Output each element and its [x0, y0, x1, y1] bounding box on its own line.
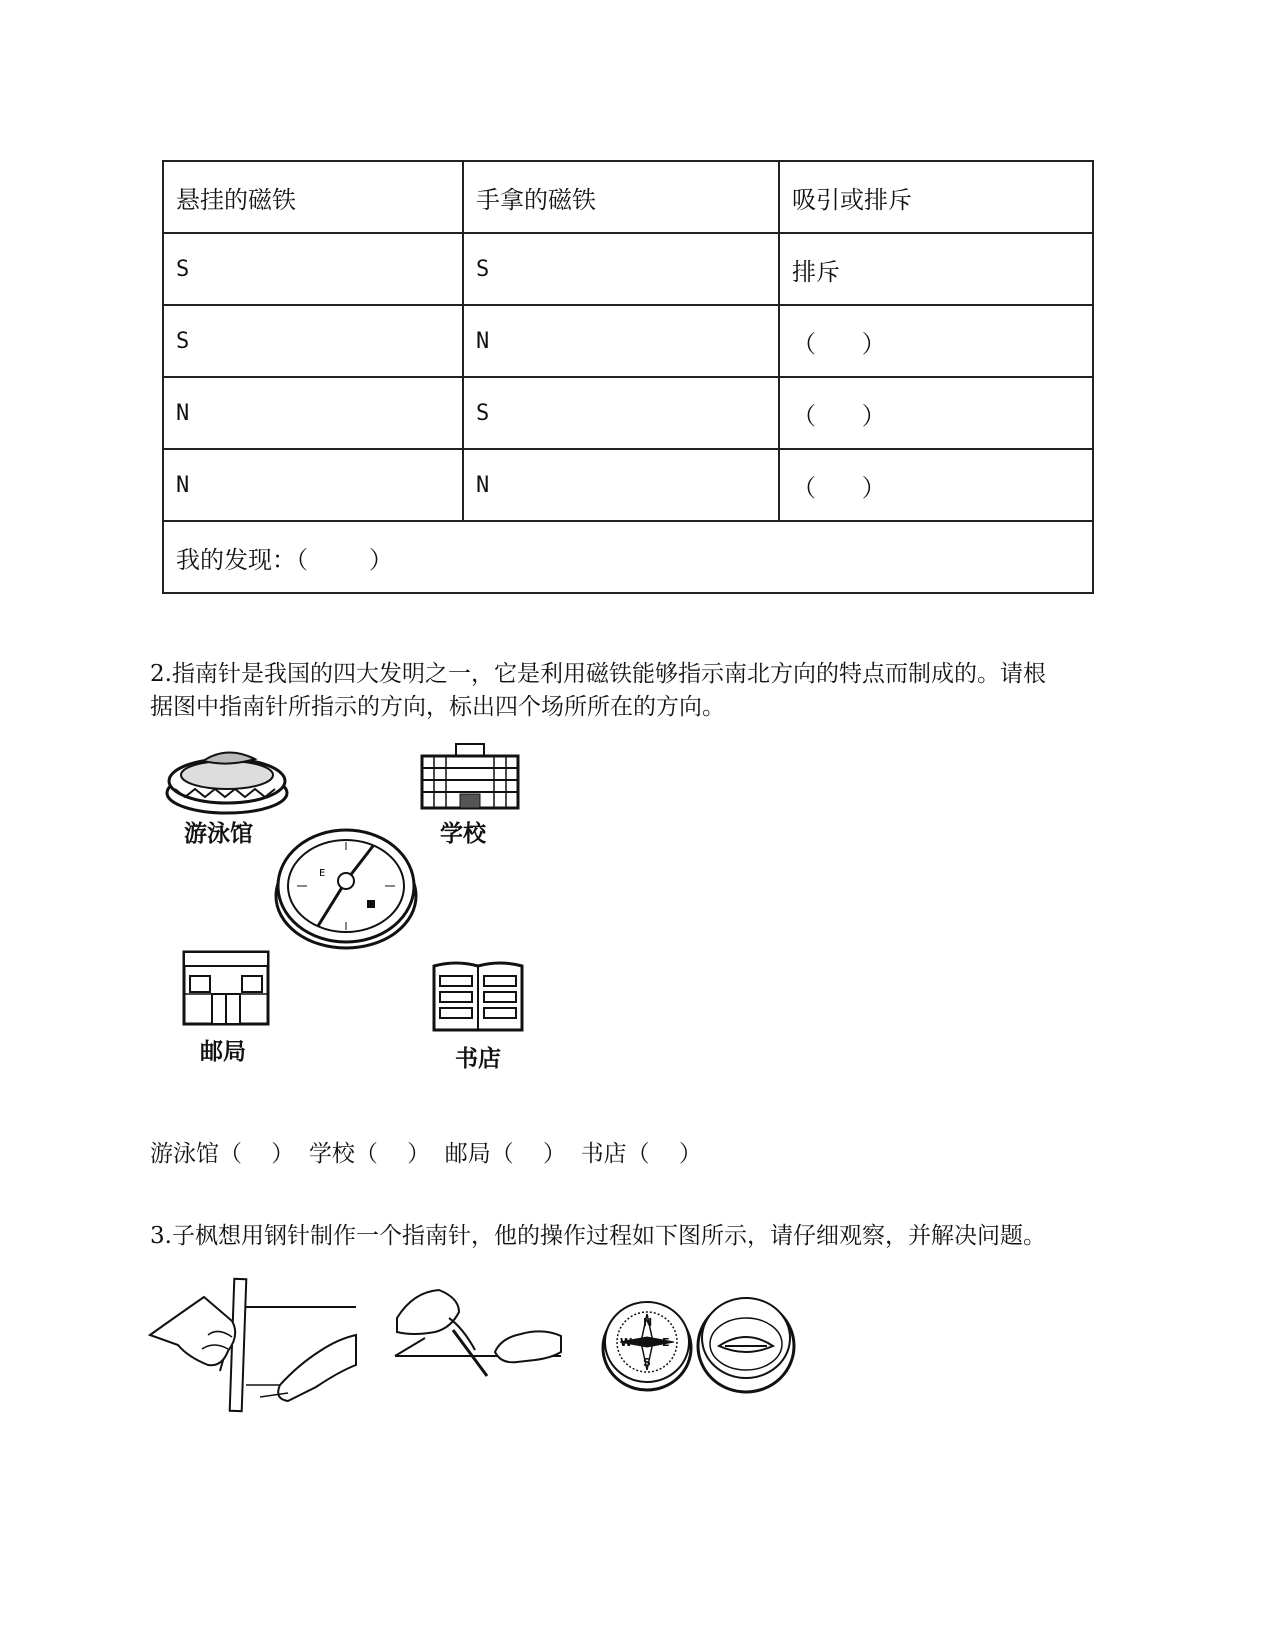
table-finding-row	[163, 521, 1093, 593]
cell-held: S	[463, 233, 779, 305]
header-held-magnet: 手拿的磁铁	[463, 161, 779, 233]
label-pool: 游泳馆	[184, 820, 253, 847]
question-2-answer-blanks[interactable]: 游泳馆（ ） 学校（ ） 邮局（ ） 书店（ ）	[150, 1141, 702, 1167]
label-post-office: 邮局	[200, 1038, 246, 1065]
table-header-row	[163, 161, 1093, 233]
cell-result-blank[interactable]: （ ）	[779, 449, 1093, 521]
school-building-icon	[420, 742, 520, 810]
cell-held: N	[463, 449, 779, 521]
question-3-text: 3.子枫想用钢针制作一个指南针，他的操作过程如下图所示，请仔细观察，并解决问题。	[150, 1223, 1046, 1249]
cell-hanging: S	[163, 233, 463, 305]
cell-result-blank[interactable]: （ ）	[779, 377, 1093, 449]
hand-needle-icon	[393, 1282, 565, 1392]
table-row	[163, 305, 1093, 377]
cell-result-blank[interactable]: （ ）	[779, 305, 1093, 377]
cell-hanging: N	[163, 449, 463, 521]
cell-held: N	[463, 305, 779, 377]
compass-letter-e: E	[662, 1336, 670, 1349]
compass-icon	[273, 826, 419, 952]
cell-result: 排斥	[779, 233, 1093, 305]
compass-letter-e: E	[319, 868, 326, 879]
cell-held: S	[463, 377, 779, 449]
swimming-pool-icon	[163, 745, 293, 820]
water-compass-icon	[695, 1290, 797, 1396]
label-school: 学校	[440, 820, 486, 847]
table-row	[163, 377, 1093, 449]
cell-hanging: S	[163, 305, 463, 377]
header-hanging-magnet: 悬挂的磁铁	[163, 161, 463, 233]
cell-hanging: N	[163, 377, 463, 449]
label-bookstore: 书店	[455, 1045, 501, 1072]
header-attract-repel: 吸引或排斥	[779, 161, 1093, 233]
question-2-line-2: 据图中指南针所指示的方向，标出四个场所所在的方向。	[150, 694, 725, 720]
table-row	[163, 449, 1093, 521]
question-2-line-1: 2.指南针是我国的四大发明之一，它是利用磁铁能够指示南北方向的特点而制成的。请根	[150, 661, 1046, 687]
finding-cell[interactable]: 我的发现：（ ）	[163, 521, 1093, 593]
compass-letter-w: W	[620, 1336, 633, 1349]
hand-magnetize-icon	[148, 1275, 360, 1415]
post-office-icon	[180, 948, 272, 1026]
bookstore-icon	[430, 958, 526, 1032]
compass-letter-n: N	[643, 1316, 653, 1329]
compass-small-icon	[600, 1296, 694, 1392]
magnet-table	[162, 160, 1094, 594]
table-row	[163, 233, 1093, 305]
compass-letter-s: S	[643, 1356, 651, 1369]
